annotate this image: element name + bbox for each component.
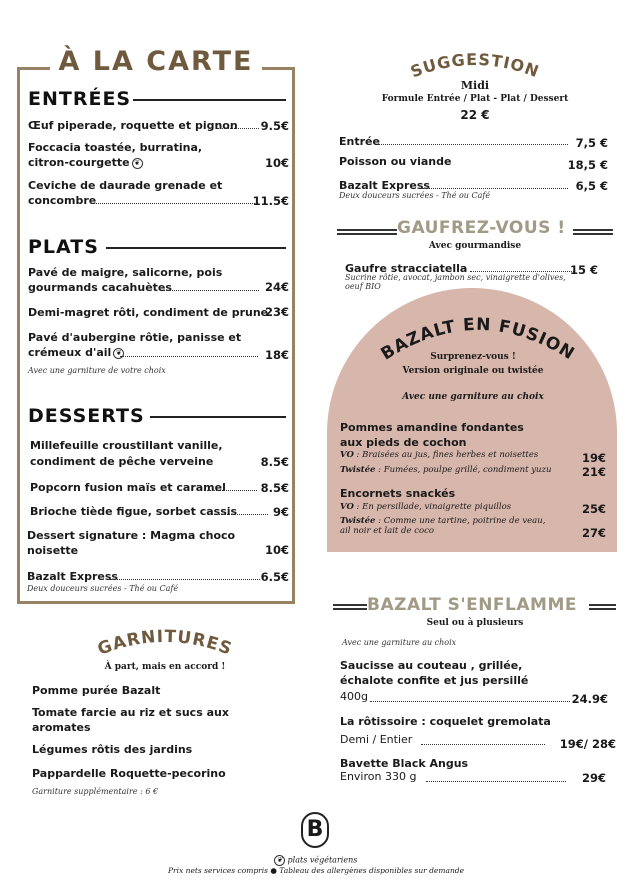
gaufre-desc: Sucrine rôtie, avocat, jambon sec, vinaigrette d'olives, <box>345 273 566 282</box>
desserts-rule <box>150 416 286 418</box>
enflamme-item-name: La rôtissoire : coquelet gremolata <box>340 715 551 728</box>
gaufrez-rule-left <box>337 229 397 235</box>
svg-text:GARNITURES <box>95 627 235 660</box>
footer-legal: Prix nets services compris ● Tableau des allergènes disponibles sur demande <box>167 866 465 875</box>
garnitures-title: GARNITURES <box>95 626 236 660</box>
suggestion-formule-price: 22 € <box>460 108 490 122</box>
garniture-supplement-note: Garniture supplémentaire : 6 € <box>32 787 159 796</box>
enflamme-item-name: Saucisse au couteau , grillée, <box>340 659 523 672</box>
leader-dots <box>370 701 570 702</box>
fusion-subtitle-2: Version originale ou twistée <box>402 366 544 376</box>
enflamme-item-quantity: Environ 330 g <box>340 770 417 783</box>
dessert-item-price: 6.5€ <box>260 570 289 584</box>
plat-item-price: 18€ <box>264 348 289 362</box>
plat-item-price: 23€ <box>264 305 289 319</box>
enflamme-subtitle: Seul ou à plusieurs <box>426 618 524 628</box>
dessert-item-name: Popcorn fusion maïs et caramel <box>30 481 226 494</box>
dessert-item-name: Bazalt Express <box>27 570 118 583</box>
dessert-item-price: 10€ <box>264 543 289 557</box>
fusion-garniture-note: Avec une garniture au choix <box>402 392 544 402</box>
entrees-heading: ENTRÉES <box>28 88 132 110</box>
enflamme-item-quantity: Demi / Entier <box>340 733 413 746</box>
a-la-carte-title: À LA CARTE <box>50 46 262 77</box>
enflamme-item-price: 29€ <box>581 771 606 785</box>
garniture-item: Tomate farcie au riz et sucs aux <box>32 706 229 719</box>
plat-item-name: Pavé d'aubergine rôtie, panisse et <box>28 331 242 344</box>
fusion-item-name: Encornets snackés <box>340 487 456 500</box>
plat-item-name-line2: crémeux d'ail ❦ <box>28 345 124 360</box>
plats-rule <box>106 247 286 249</box>
dessert-item-name-line2: noisette <box>27 544 79 557</box>
leader-dots <box>422 188 568 189</box>
entree-item-price: 9.5€ <box>260 119 289 133</box>
suggestion-item-price: 18,5 € <box>567 158 608 172</box>
fusion-vo-price: 19€ <box>581 451 606 465</box>
entree-item-name: Œuf piperade, roquette et pignon <box>28 119 238 132</box>
fusion-vo-price: 25€ <box>581 502 606 516</box>
suggestion-express-note: Deux douceurs sucrées - Thé ou Café <box>339 191 491 200</box>
enflamme-item-price: 24.9€ <box>571 692 608 706</box>
enflamme-rule-left <box>333 604 367 610</box>
dessert-item-price: 8.5€ <box>260 481 289 495</box>
gaufre-desc-line2: oeuf BIO <box>345 282 381 291</box>
fusion-item-name: Pommes amandine fondantes <box>340 421 524 434</box>
plats-heading: PLATS <box>28 236 99 258</box>
dessert-item-price: 9€ <box>272 505 289 519</box>
fusion-twistee-line: Twistée : Comme une tartine, poitrine de veau, <box>340 516 546 526</box>
fusion-vo-line: VO : Braisées au jus, fines herbes et noisettes <box>340 450 539 460</box>
garniture-item-line2: aromates <box>32 721 91 734</box>
dessert-item-name: Brioche tiède figue, sorbet cassis <box>30 505 238 518</box>
entree-item-name-line2: concombre <box>28 194 97 207</box>
plats-garniture-note: Avec une garniture de votre choix <box>28 366 166 375</box>
entree-item-name: Ceviche de daurade grenade et <box>28 179 223 192</box>
garnitures-subtitle: À part, mais en accord ! <box>104 662 226 672</box>
plat-item-name-line2: gourmands cacahuètes <box>28 281 172 294</box>
leaf-icon: ❦ <box>274 855 285 866</box>
dessert-item-name-line2: condiment de pêche verveine <box>30 455 214 468</box>
fusion-title: BAZALT EN FUSION <box>378 314 578 365</box>
suggestion-item-name: Poisson ou viande <box>339 155 452 168</box>
suggestion-item-price: 6,5 € <box>575 179 608 193</box>
leader-dots <box>421 744 545 745</box>
footer-veg-legend: ❦ plats végétariens <box>272 855 357 866</box>
dessert-item-price: 8.5€ <box>260 455 289 469</box>
leader-dots <box>93 203 255 204</box>
dessert-item-name: Dessert signature : Magma choco <box>27 529 236 542</box>
fusion-twistee-price: 21€ <box>581 465 606 479</box>
fusion-twistee-price: 27€ <box>581 526 606 540</box>
leader-dots <box>470 271 574 272</box>
gaufre-item-name: Gaufre stracciatella <box>345 262 468 275</box>
fusion-twistee-line: Twistée : Fumées, poulpe grillé, condiment yuzu <box>340 465 552 475</box>
entree-item-price: 10€ <box>264 156 289 170</box>
entree-item-price: 11.5€ <box>252 194 289 208</box>
vegetarian-leaf-icon: ❦ <box>132 158 143 169</box>
plat-item-name: Pavé de maigre, salicorne, pois <box>28 266 223 279</box>
fusion-subtitle-1: Surprenez-vous ! <box>430 352 516 362</box>
entree-item-name: Foccacia toastée, burratina, <box>28 141 203 154</box>
plat-item-name: Demi-magret rôti, condiment de prune <box>28 306 269 319</box>
garniture-item: Légumes rôtis des jardins <box>32 743 193 756</box>
gaufrez-rule-right <box>573 229 613 235</box>
bazalt-express-note: Deux douceurs sucrées - Thé ou Café <box>27 584 179 593</box>
leader-dots <box>378 144 568 145</box>
enflamme-rule-right <box>589 604 616 610</box>
desserts-heading: DESSERTS <box>28 405 145 427</box>
leader-dots <box>426 781 566 782</box>
plat-item-price: 24€ <box>264 280 289 294</box>
bazalt-logo: B <box>301 812 329 848</box>
leader-dots <box>110 579 260 580</box>
enflamme-garniture-note: Avec une garniture au choix <box>342 638 457 647</box>
enflamme-item-price: 19€/ 28€ <box>559 737 616 751</box>
fusion-vo-line: VO : En persillade, vinaigrette piquillos <box>340 502 512 512</box>
gaufrez-title: GAUFREZ-VOUS ! <box>397 218 566 238</box>
leader-dots <box>217 128 259 129</box>
fusion-item-name-line2: aux pieds de cochon <box>340 436 467 449</box>
garniture-item: Pappardelle Roquette-pecorino <box>32 767 226 780</box>
fusion-twistee-line-2: ail noir et lait de coco <box>340 526 434 536</box>
garniture-item: Pomme purée Bazalt <box>32 684 161 697</box>
enflamme-item-name: Bavette Black Angus <box>340 757 469 770</box>
svg-text:SUGGESTION <box>408 50 542 81</box>
suggestion-formule: Formule Entrée / Plat - Plat / Dessert <box>381 94 569 104</box>
suggestion-item-price: 7,5 € <box>575 136 608 150</box>
entree-item-name-line2: citron-courgette ❦ <box>28 155 143 170</box>
suggestion-midi: Midi <box>460 79 490 92</box>
entrees-rule <box>133 99 286 101</box>
suggestion-item-name: Entrée <box>339 135 380 148</box>
leader-dots <box>163 290 259 291</box>
garnitures-arched-title <box>90 618 240 662</box>
leader-dots <box>120 356 258 357</box>
enflamme-item-name-line2: échalote confite et jus persillé <box>340 674 529 687</box>
vegetarian-leaf-icon: ❦ <box>113 348 124 359</box>
gaufre-item-price: 15 € <box>570 263 599 277</box>
dessert-item-name: Millefeuille croustillant vanille, <box>30 439 223 452</box>
gaufrez-subtitle: Avec gourmandise <box>428 241 522 251</box>
suggestion-item-name: Bazalt Express <box>339 179 430 192</box>
suggestion-title: SUGGESTION <box>407 49 543 82</box>
enflamme-title: BAZALT S'ENFLAMME <box>367 595 577 615</box>
enflamme-item-quantity: 400g <box>340 690 368 703</box>
